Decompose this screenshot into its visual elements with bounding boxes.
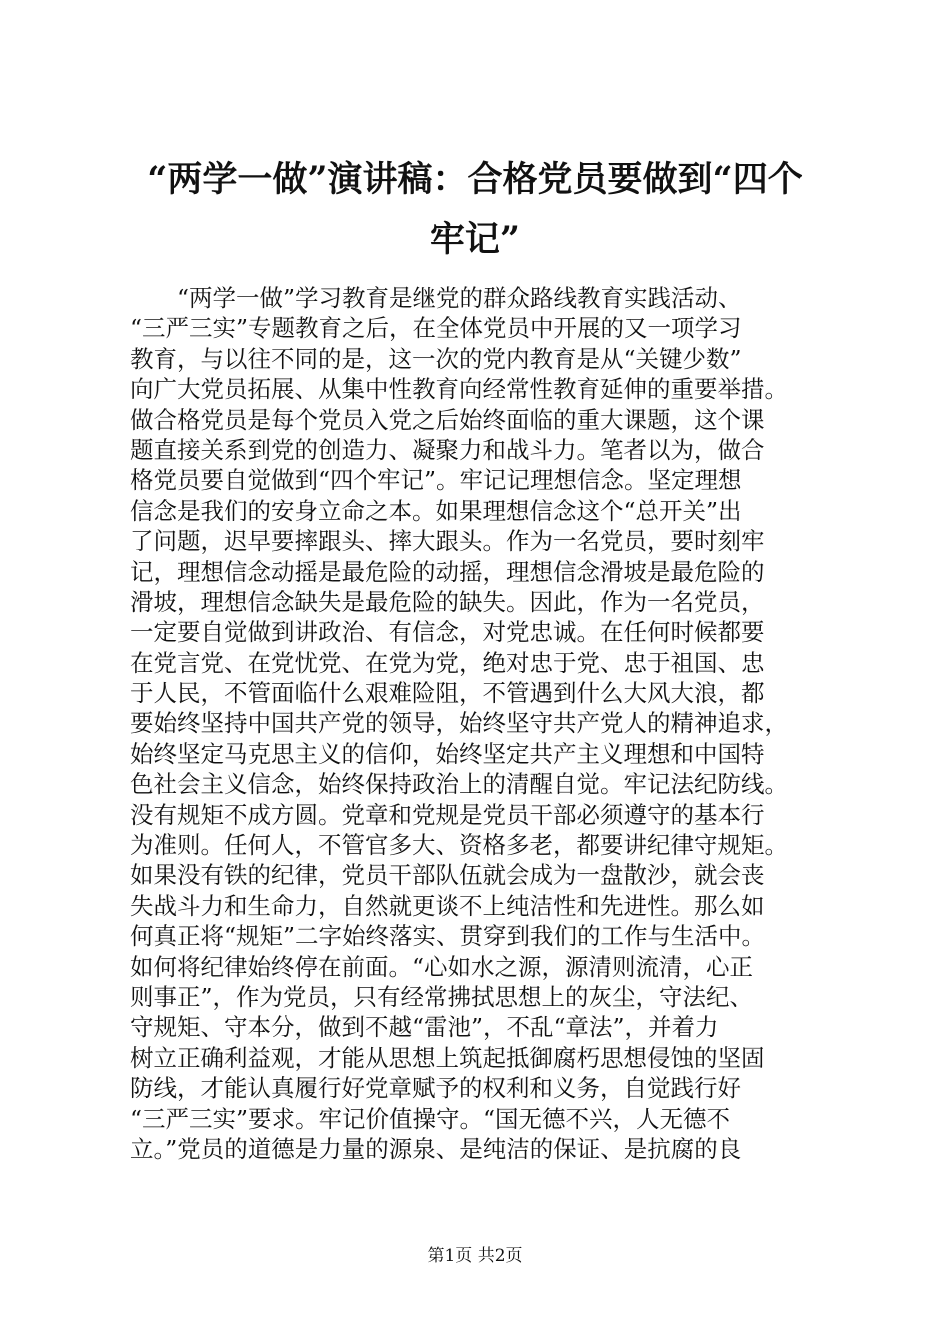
text-line: 滑坡，理想信念缺失是最危险的缺失。因此，作为一名党员，	[130, 587, 765, 616]
text-line: 如果没有铁的纪律，党员干部队伍就会成为一盘散沙，就会丧	[130, 861, 765, 890]
text-line: 树立正确利益观，才能从思想上筑起抵御腐朽思想侵蚀的坚固	[130, 1043, 765, 1072]
document-title	[110, 150, 840, 270]
title-line-2: 牢记”	[429, 219, 521, 260]
text-line: 要始终坚持中国共产党的领导，始终坚守共产党人的精神追求，	[130, 709, 788, 738]
page-footer	[0, 1245, 950, 1267]
text-line: 守规矩、守本分，做到不越“雷池”，不乱“章法”，并着力	[130, 1013, 719, 1042]
text-line: 立。”党员的道德是力量的源泉、是纯洁的保证、是抗腐的良	[130, 1134, 742, 1163]
text-line: 失战斗力和生命力，自然就更谈不上纯洁性和先进性。那么如	[130, 891, 765, 920]
text-line: 做合格党员是每个党员入党之后始终面临的重大课题，这个课	[130, 405, 765, 434]
text-line: 信念是我们的安身立命之本。如果理想信念这个“总开关”出	[130, 496, 742, 525]
title-line-1: “两学一做”演讲稿：合格党员要做到“四个	[147, 159, 803, 200]
text-line: 在党言党、在党忧党、在党为党，绝对忠于党、忠于祖国、忠	[130, 648, 765, 677]
text-line: 记，理想信念动摇是最危险的动摇，理想信念滑坡是最危险的	[130, 557, 765, 586]
page-number: 第1页 共2页	[427, 1246, 523, 1266]
text-line: 格党员要自觉做到“四个牢记”。牢记记理想信念。坚定理想	[130, 466, 742, 495]
text-line: 为准则。任何人，不管官多大、资格多老，都要讲纪律守规矩。	[130, 831, 788, 860]
text-line: 向广大党员拓展、从集中性教育向经常性教育延伸的重要举措。	[130, 375, 788, 404]
text-line: “两学一做”学习教育是继党的群众路线教育实践活动、	[177, 284, 742, 312]
text-line: 如何将纪律始终停在前面。“心如水之源，源清则流清，心正	[130, 952, 754, 981]
body-paragraph	[130, 283, 842, 1183]
text-line: 防线，才能认真履行好党章赋予的权利和义务，自觉践行好	[130, 1074, 741, 1103]
text-line: 何真正将“规矩”二字始终落实、贯穿到我们的工作与生活中。	[130, 922, 766, 951]
text-line: 教育，与以往不同的是，这一次的党内教育是从“关键少数”	[130, 344, 742, 373]
text-line: “三严三实”要求。牢记价值操守。“国无德不兴，人无德不	[130, 1104, 731, 1133]
text-line: 色社会主义信念，始终保持政治上的清醒自觉。牢记法纪防线。	[130, 770, 788, 799]
text-line: 了问题，迟早要摔跟头、摔大跟头。作为一名党员，要时刻牢	[130, 527, 765, 556]
text-line: 则事正”，作为党员，只有经常拂拭思想上的灰尘，守法纪、	[130, 982, 754, 1011]
text-line: 一定要自觉做到讲政治、有信念，对党忠诚。在任何时候都要	[130, 618, 765, 647]
text-line: 没有规矩不成方圆。党章和党规是党员干部必须遵守的基本行	[130, 800, 765, 829]
text-line: “三严三实”专题教育之后，在全体党员中开展的又一项学习	[130, 314, 742, 343]
text-line: 始终坚定马克思主义的信仰，始终坚定共产主义理想和中国特	[130, 739, 765, 768]
text-line: 题直接关系到党的创造力、凝聚力和战斗力。笔者以为，做合	[130, 435, 765, 464]
text-line: 于人民，不管面临什么艰难险阻，不管遇到什么大风大浪，都	[130, 679, 765, 708]
